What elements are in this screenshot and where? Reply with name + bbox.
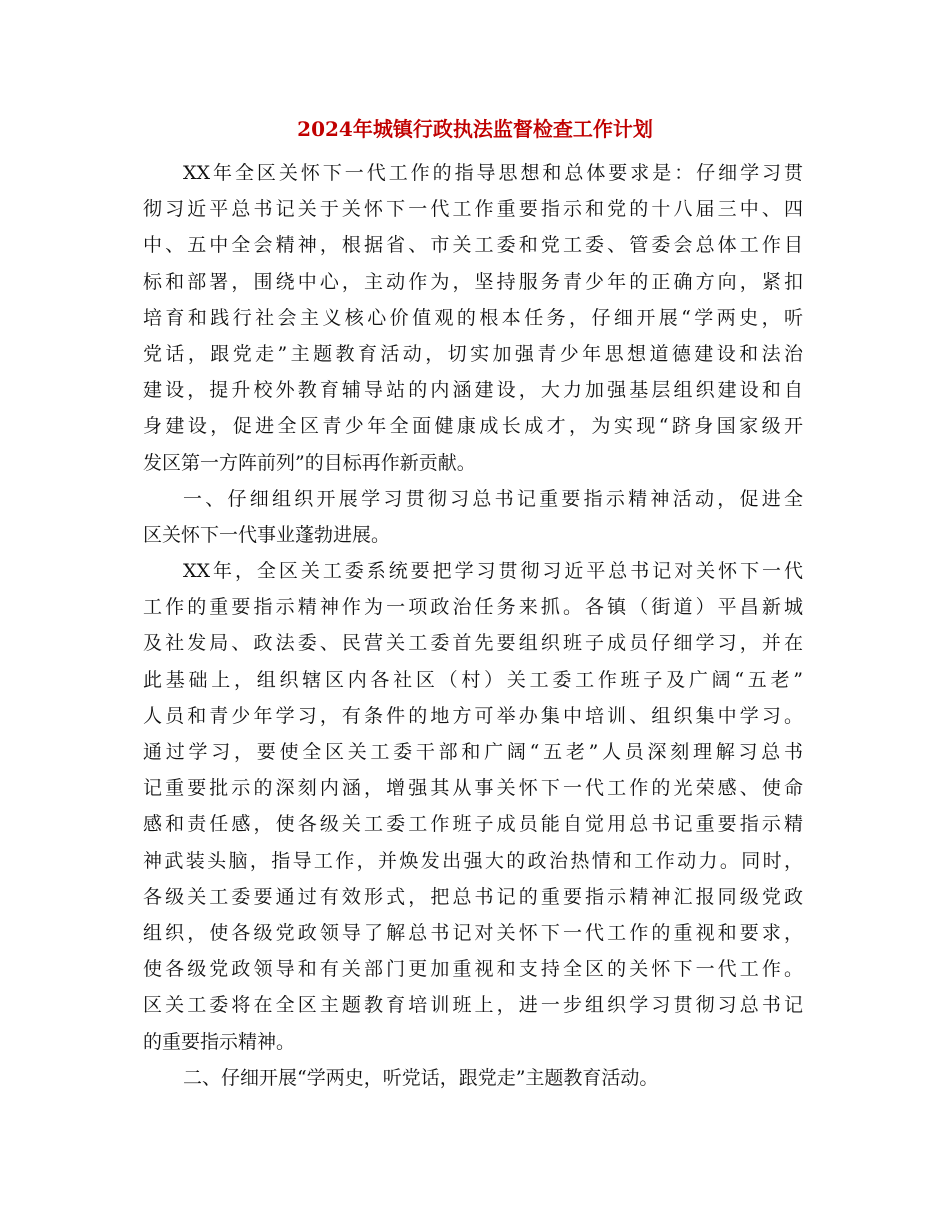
body-line: 培育和践行社会主义核心价值观的根本任务，仔细开展“学两史，听 bbox=[143, 306, 803, 329]
body-line: 的重要指示精神。 bbox=[143, 1030, 296, 1053]
body-line: 各级关工委要通过有效形式，把总书记的重要指示精神汇报同级党政 bbox=[143, 885, 803, 908]
body-line: 二、仔细开展“学两史，听党话，跟党走”主题教育活动。 bbox=[183, 1066, 659, 1089]
body-line: 身建设，促进全区青少年全面健康成长成才，为实现“跻身国家级开 bbox=[143, 415, 803, 438]
body-line: 区关工委将在全区主题教育培训班上，进一步组织学习贯彻习总书记 bbox=[143, 994, 803, 1017]
body-line: 工作的重要指示精神作为一项政治任务来抓。各镇（街道）平昌新城 bbox=[143, 596, 803, 619]
body-line: 此基础上，组织辖区内各社区（村）关工委工作班子及广阔“五老” bbox=[143, 668, 803, 691]
body-line: 彻习近平总书记关于关怀下一代工作重要指示和党的十八届三中、四 bbox=[143, 198, 803, 221]
body-line: 人员和青少年学习，有条件的地方可举办集中培训、组织集中学习。 bbox=[143, 704, 803, 727]
body-line: 及社发局、政法委、民营关工委首先要组织班子成员仔细学习，并在 bbox=[143, 632, 803, 655]
body-line: 发区第一方阵前列”的目标再作新贡献。 bbox=[143, 451, 476, 474]
body-line: 感和责任感，使各级关工委工作班子成员能自觉用总书记重要指示精 bbox=[143, 813, 803, 836]
body-line: 使各级党政领导和有关部门更加重视和支持全区的关怀下一代工作。 bbox=[143, 958, 803, 981]
body-line: XX年，全区关工委系统要把学习贯彻习近平总书记对关怀下一代 bbox=[183, 560, 803, 583]
body-line: 记重要批示的深刻内涵，增强其从事关怀下一代工作的光荣感、使命 bbox=[143, 777, 803, 800]
body-line: XX年全区关怀下一代工作的指导思想和总体要求是：仔细学习贯 bbox=[183, 162, 803, 184]
body-line: 党话，跟党走”主题教育活动，切实加强青少年思想道德建设和法治 bbox=[143, 342, 803, 365]
body-line: 组织，使各级党政领导了解总书记对关怀下一代工作的重视和要求， bbox=[143, 921, 803, 944]
body-line: 神武装头脑，指导工作，并焕发出强大的政治热情和工作动力。同时， bbox=[143, 849, 803, 872]
body-line: 建设，提升校外教育辅导站的内涵建设，大力加强基层组织建设和自 bbox=[143, 379, 803, 402]
body-line: 一、仔细组织开展学习贯彻习总书记重要指示精神活动，促进全 bbox=[183, 487, 803, 510]
body-line: 区关怀下一代事业蓬勃进展。 bbox=[143, 523, 391, 546]
document-body bbox=[143, 155, 803, 1096]
body-line: 中、五中全会精神，根据省、市关工委和党工委、管委会总体工作目 bbox=[143, 234, 803, 257]
document-title: 2024年城镇行政执法监督检查工作计划 bbox=[297, 117, 653, 141]
body-line: 标和部署，围绕中心，主动作为，坚持服务青少年的正确方向，紧扣 bbox=[143, 270, 803, 293]
body-line: 通过学习，要使全区关工委干部和广阔“五老”人员深刻理解习总书 bbox=[143, 741, 803, 763]
